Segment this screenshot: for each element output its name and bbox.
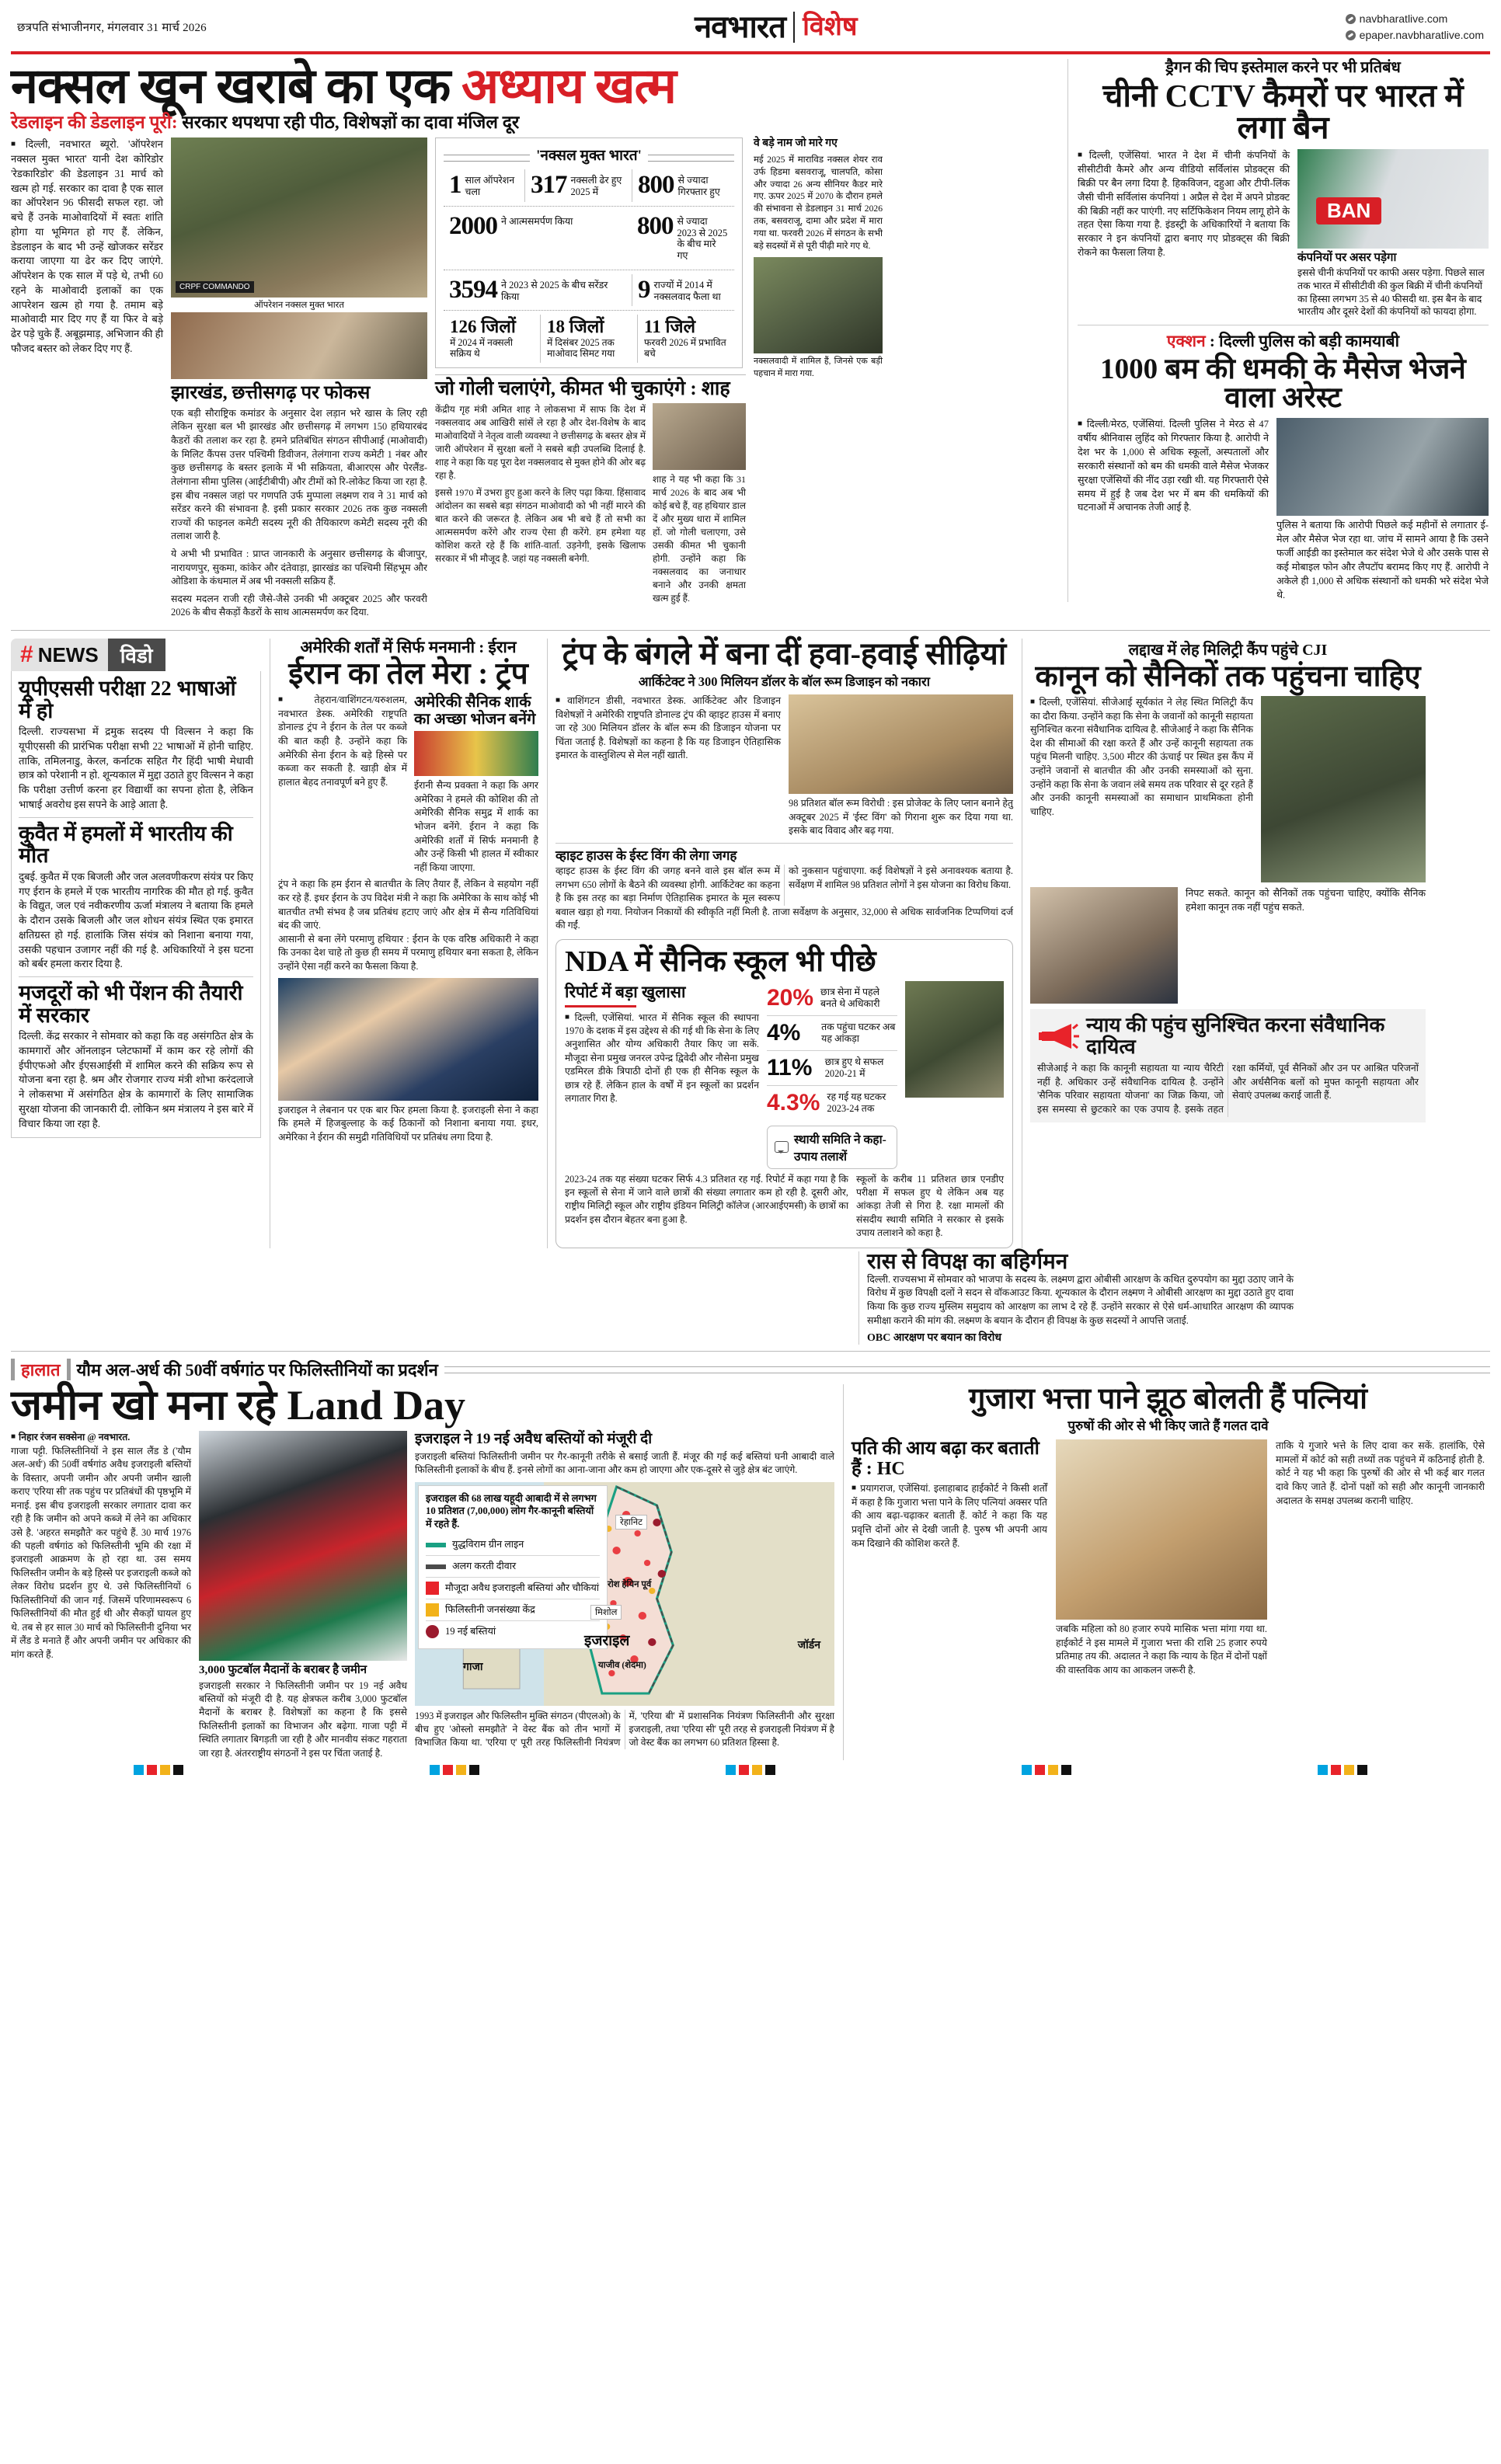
sidebar-item-3-body: दिल्ली. केंद्र सरकार ने सोमवार को कहा कि वह असंगठित क्षेत्र के कामगारों और ऑनलाइन प्लेटफार्मों में काम कर रहे लोगों की ईपीएफओ और ईएसआईसी में शामिल करने की सक्रिय रूप से योजना बना रहा है. श्रम और रोजगार राज्य मंत्री शोभा करंदलाजे ने लोकसभा में असंगठित क्षेत्र के कामगारों के लिए सामाजिक सुरक्षा योजना की जानकारी दी. लोकिन श्रम मंत्रालय ने इस बारे में विचार किया जा रहा है.	[19, 1030, 253, 1129]
edition-line: छत्रपति संभाजीनगर, मंगलवार 31 मार्च 2026	[17, 22, 207, 34]
district-text: में दिसंबर 2025 तक माओवाद सिमट गया	[547, 336, 615, 360]
nda-stat-pct: 4.3%	[767, 1089, 820, 1115]
map-legend	[418, 1485, 608, 1650]
stat-text: राज्यों में 2014 में नक्सलवाद फैला था	[653, 279, 721, 302]
cctv-headline: चीनी CCTV कैमरों पर भारत में लगा बैन	[1102, 78, 1464, 145]
legend-circle-swatch	[426, 1625, 439, 1638]
lead-headline-black: नक्सल खून खराबे का एक	[11, 59, 461, 113]
alimony-body-2: जबकि महिला को 80 हजार रुपये मासिक भत्ता मांगा गया था. हाईकोर्ट ने इस मामले में गुजारा भत्ता की राशि 25 हजार रुपये प्रतिमाह तय की. अदालत ने कहा कि न्याय के हित में दोनों पक्षों की वास्तविक आय का आकलन जरूरी है.	[1056, 1624, 1267, 1676]
shah-body-3-text: शाह ने यह भी कहा कि 31 मार्च 2026 के बाद अब भी कोई बचे हैं, वह हथियार डाल दें और मुख्य धारा में शामिल हों. जो गोली चलाएगा, उसे उसकी कीमत भी चुकानी होगी. उन्होंने कहा कि नक्सलवाद का जनाधार बनाने और उनकी क्षमता खत्म हुई हैं.	[653, 473, 746, 604]
lead-photo-block	[171, 137, 427, 624]
stat-text: ने आत्मसमर्पण किया	[501, 215, 573, 227]
statbox-row-2	[444, 211, 734, 266]
statbox-row-3	[444, 274, 734, 307]
color-dot	[1061, 1765, 1071, 1775]
tag-bar-left	[11, 1359, 15, 1380]
map-label: रेहानिट	[615, 1515, 647, 1530]
middle-section	[11, 636, 1490, 1248]
color-dot	[469, 1765, 479, 1775]
west-bank-map	[415, 1482, 834, 1706]
police-kicker	[1078, 330, 1489, 352]
landday-photo-col	[199, 1431, 407, 1760]
nda-stat-row	[767, 1016, 897, 1051]
map-label: याजीव (शेदमा)	[598, 1660, 646, 1670]
bottom-rule	[11, 1351, 1490, 1352]
color-dot	[443, 1765, 453, 1775]
iran-shark-caption: अमेरिकी सैनिक शार्क का अच्छा भोजन बनेंगे	[414, 694, 536, 729]
dot-group	[430, 1765, 479, 1775]
lead-photo-soldiers	[171, 137, 427, 298]
stat-text: नक्सली ढेर हुए 2025 में	[570, 175, 622, 198]
shah-body-1: केंद्रीय गृह मंत्री अमित शाह ने लोकसभा में साफ कि देश में नक्सलवाद अब आखिरी सांसें ले रहा है और देश-विशेष के बाद माओवादियों ने नेतृत्व वाली व्यवस्था ने छत्तीसगढ़ के बस्तर क्षेत्र में जारी ऑपरेशन में सुरक्षा बलों ने सबसे बड़ी उपलब्धि दिलाई है. शाह ने कहा कि यह पूरा देश नक्सलवाद से मुक्त होने की ओर बढ़ रहा है.	[435, 403, 646, 481]
color-dot	[1357, 1765, 1367, 1775]
section-rule	[11, 630, 1490, 631]
stat-number: 1	[449, 171, 461, 200]
sidebar-card	[11, 671, 261, 1138]
color-dot	[1331, 1765, 1341, 1775]
legend-square-swatch	[426, 1582, 439, 1595]
justice-body: सीजेआई ने कहा कि कानूनी सहायता या न्याय चैरिटी नहीं है. अधिकार उन्हें संवैधानिक दायित्व है. उन्होंने 'सैनिक परिवार सहायता योजना' का जिक्र किया, जो इस समस्या से छुटकारे का एक उपाय है. इसके तहत रक्षा कर्मियों, पूर्व सैनिकों और उन पर आश्रित परिजनों और अर्धसैनिक बलों को मुफ्त कानूनी सहायता और सेवाएं उपलब्ध कराई जाती हैं.	[1037, 1063, 1419, 1115]
sidebar-item-1-body: दिल्ली. राज्यसभा में द्रमुक सदस्य पी विल्सन ने कहा कि यूपीएससी की प्रारंभिक परीक्षा सभी 22 भाषाओं में होनी चाहिए. ताकि, तमिलनाडु, केरल, कर्नाटक सहित गैर हिंदी भाषी मेधावी छात्र को परेशानी न हो. शून्यकाल में मुद्दा उठाते हुए विल्सन ने कहा कि परीक्षा उत्तीर्ण करना हर विद्यार्थी का सपना होता है, लेकिन भाषाई अवरोध इस सपने के आड़े आता है.	[19, 726, 253, 810]
lead-kicker-rest: सरकार थपथपा रही पीठ, विशेषज्ञों का दावा मंजिल दूर	[177, 113, 520, 132]
bottom-section	[11, 1384, 1490, 1760]
logo-divider	[793, 12, 795, 43]
tab-news[interactable]	[11, 639, 108, 671]
landday-block	[11, 1384, 834, 1760]
landday-stat-body: इजराइली सरकार ने फिलिस्तीनी जमीन पर 19 नई अवैध बस्तियों को मंजूरी दी है. यह क्षेत्रफल करीब 3,000 फुटबॉल मैदानों के बराबर है. विशेषज्ञों का कहना है कि इससे फिलिस्तीनी इलाकों का विभाजन और बढ़ेगा. गाजा पट्टी में स्थिति लगातार बिगड़ती जा रही है और मानवीय संकट गहराता जा रहा है. अंतरराष्ट्रीय संगठनों ने इस पर चिंता जताई है.	[199, 1679, 407, 1759]
legend-title: इजराइल की 68 लाख यहूदी आबादी में से लगभग 10 प्रतिशत (7,00,000) लोग गैर-कानूनी बस्तियों में रहते हैं.	[426, 1492, 597, 1530]
iran-body-5: इजराइल ने लेबनान पर एक बार फिर हमला किया है. इजराइली सेना ने कहा कि हमले में हिजबुल्लाह के कई ठिकानों को निशाना बनाया गया. इधर, अमेरिका ने ईरान की समुद्री गतिविधियों पर प्रतिबंध लगा दिया है.	[278, 1104, 538, 1143]
map-label: गाजा	[463, 1661, 483, 1673]
lead-headline	[11, 59, 1058, 113]
district-cell	[444, 315, 540, 363]
nda-body-2: 2023-24 तक यह संख्या घटकर सिर्फ 4.3 प्रतिशत रह गई. रिपोर्ट में कहा गया है कि इन स्कूलों से सेना में जाने वाले छात्रों की संख्या लगातार कम हो रही है. दूसरी ओर, राष्ट्रीय मिलिट्री स्कूल और राष्ट्रीय इंडियन मिलिट्री कॉलेज (आरआईएमसी) के छात्रों का प्रदर्शन इस दौरान बेहतर बना हुआ है.	[565, 1173, 848, 1225]
white-house-caption-head: व्हाइट हाउस के ईस्ट विंग की लेगा जगह	[555, 847, 737, 863]
dot-group	[1022, 1765, 1071, 1775]
color-dot	[1318, 1765, 1328, 1775]
trump-house-body-2: 98 प्रतिशत बॉल रूम विरोधी : इस प्रोजेक्ट के लिए प्लान बनाने हेतु अक्टूबर 2025 में 'ईस्ट विंग' को गिराना शुरू कर दिया गया था. इसके बाद विवाद और बढ़ गया.	[789, 798, 1013, 837]
website-link-epaper[interactable]	[1346, 27, 1484, 44]
legend-square-swatch	[426, 1603, 439, 1617]
stat-text: ने 2023 से 2025 के बीच सरेंडर किया	[501, 279, 608, 302]
lead-dateline: ■ दिल्ली, नवभारत ब्यूरो. 'ऑपरेशन नक्सल मुक्त भारत' यानी देश कोरिडोर 'रेडकारिडोर' की डेडलाइन 31 मार्च को खत्म हो गई. सरकार का दावा है एक साल का ऑपरेशन 96 फीसदी सफल रहा. जो बचे हैं उनके माओवादियों में स्वतः शांति होगा या भूमिगत हो गए हैं. लेकिन, डेडलाइन के बाद भी उन्हें खोजकर सरेंडर कराया जाएगा या ढेर कर दिए जाएंगे. ऑपरेशन के एक साल में पड़े थे, तभी 60 रहने के माओवादी इलाकों का एक आपरेशन खत्म हो गया है. तमाम बड़े माओवादी मार दिए गए हैं या फिर वे बड़े ढेर पड़े चुके हैं. अबूझमाड़, अभिजान की ही फौजद बस्तर को लेकर दिए गए हैं.	[11, 137, 163, 356]
names-killed-caption: नक्सलवादी में शामिल हैं, जिनसे एक बड़ी पहचान में मारा गया.	[754, 357, 883, 378]
stat-number: 2000	[449, 211, 497, 240]
alimony-column	[843, 1384, 1485, 1760]
paper-logo: नवभारत	[694, 9, 786, 44]
website-links	[1346, 11, 1484, 44]
police-body-1: ■ दिल्ली/मेरठ, एजेंसियां. दिल्ली पुलिस ने मेरठ से 47 वर्षीय श्रीनिवास लुहिंद को गिरफ्तार किया है. आरोपी ने देश भर के 1,000 से अधिक स्कूलों, अस्पतालों और सरकारी संस्थानों को बम की धमकी वाले मैसेज भेजकर सुरक्षा एजेंसियों की नींद उड़ा रखी थी. यह गिरफ्तारी ऐसे समय में हुई है जब देश भर में बम की धमकियों की घटनाओं में अचानक तेजी आई है.	[1078, 418, 1269, 602]
hashtag-icon: #	[20, 642, 33, 668]
rs-subhead: OBC आरक्षण पर बयान का विरोध	[867, 1332, 1001, 1345]
sidebar-item-2-body: दुबई. कुवैत में एक बिजली और जल अलवणीकरण संयंत्र पर किए गए ईरान के हमले में एक भारतीय नागरिक की मौत हो गई. कुवैत के विद्युत, जल एवं नवीकरणीय ऊर्जा मंत्रालय ने बताया कि हमले के दौरान उसके बिजली और जल शोधन संयंत्र स्थित एक इमारत क्षतिग्रस्त हो गई. हालांकि जिस संयंत्र को निशाना बनाया गया, उसकी पहचान उजागर नहीं की गई है. अधिकारियों ने इस घटना को बर्बर हमला करार दिया है.	[19, 870, 253, 970]
iran-body-2: ईरानी सैन्य प्रवक्ता ने कहा कि अगर अमेरिका ने हमले की कोशिश की तो अमेरिकी सैनिक समुद्र में शार्क का भोजन बनेंगे. ईरान ने कहा कि अमेरिकी शर्तों में सिर्फ मनमानी है और उन्हें किसी भी हालत में स्वीकार नहीं किया जाएगा.	[414, 780, 538, 873]
cji-headline: कानून को सैनिकों तक पहुंचना चाहिए	[1035, 660, 1421, 694]
stat-cell	[444, 169, 524, 202]
sidebar-divider	[19, 817, 253, 818]
iran-headline: ईरान का तेल मेरा : ट्रंप	[288, 657, 528, 691]
rs-story	[858, 1251, 1294, 1345]
globe-icon	[1346, 30, 1356, 40]
color-dot	[765, 1765, 775, 1775]
stat-number: 800	[637, 211, 674, 240]
landday-text-col	[11, 1431, 191, 1760]
lead-body-2-text: एक बड़ी सौराष्ट्रिक कमांडर के अनुसार देश लड़ान भरे खास के लिए रही लेकिन सुरक्षा बल भी झारखंड और छत्तीसगढ़ में लगभग 150 हथियारबंद कैडरों की तलाश कर रहा है. हमने प्रतिबंधित संगठन सीपीआई (माओवादी) के मिलिट कैंपस उत्तर पश्चिमी डिवीजन, तेलंगाना राज्य कमेटी 1 नंबर और कुछ छत्तीसगढ़ के बस्तर इलाके में भी सक्रियता, बीआरएस और पेरलैंड-तेलंगाना सीमा पुलिस (आईटीबीपी) और टीमों को रि-लोकेट किया जा रहा है. इस बीच नक्सल जहां पर गणपति उर्फ मुप्पाला लक्ष्मण राव ने 31 मार्च को सरेंडर करने की संभावना है. इसी प्रकार सरकार 2026 तक कुछ नक्सली राज्यों की फाइनल कमेटी सदस्य नूरी की तैयिकारण कमेटी सदस्य नूरी की तलाश जारी है.	[171, 407, 427, 542]
nda-stat-text: छात्र हुए थे सफल 2020-21 में	[824, 1056, 884, 1079]
landday-body: गाजा पट्टी. फिलिस्तीनियों ने इस साल लैंड डे ('यौम अल-अर्ध') की 50वीं वर्षगांठ अवैध इजराइली बस्तियों के विस्तार, अपनी जमीन और अपनी जमीन खाली कराए 'एरिया सी' तक पहुंच पर प्रतिबंधों की पृष्ठभूमि में मनाई. इस बीच इजराइली सरकार लगातार दावा कर रही है कि जमीन को अपने कब्जे में लेने का अधिकार उसे है. 'अहरत समझौते' कर पहुंचे हैं. 30 मार्च 1976 की पहली वर्षगांठ को फिलिस्तीनी भूमि की रक्षा में इजराइली आक्रमण के हो रहा था. उस समय फिलिस्तीन जमीन के बड़े हिस्से पर इजराइली कब्जे को लेकर विरोध प्रदर्शन हुए थे. उसे फिलिस्तीनियों 6 फिलिस्तीनियों की जान गई. जिसमें परिणामस्वरूप 6 फिलिस्तीनियों की मौत हुई थी और सैकड़ों घायल हुए थे. तब से हर साल 30 मार्च को फिलिस्तीनी दुनिया भर में लैंड डे मनाते हैं और अपनी जमीन पर अधिकार की मांग करते हैं.	[11, 1445, 191, 1660]
alimony-body-1: ■ प्रयागराज, एजेंसियां. इलाहाबाद हाईकोर्ट ने किसी शर्तों में कहा है कि गुजारा भत्ता पाने के लिए पत्नियां अक्सर पति की आय बढ़ा-चढ़ाकर बताती हैं. कोर्ट ने कहा कि यह प्रवृत्ति दोनों ओर से देखी जाती है. पुरुष भी अपनी आय कम दिखाने की कोशिश करते हैं.	[851, 1482, 1047, 1550]
landday-bottom-text: 1993 में इजराइल और फिलिस्तीन मुक्ति संगठन (पीएलओ) के बीच हुए 'ओस्लो समझौते' ने वेस्ट बैंक को तीन भागों में विभाजित किया था. 'एरिया ए' पूरी तरह फिलिस्तीनी नियंत्रण में, 'एरिया बी' में प्रशासनिक नियंत्रण फिलिस्तीनी और सुरक्षा इजराइली, तथा 'एरिया सी' पूरी तरह से इजराइली नियंत्रण में है जो वेस्ट बैंक का लगभग 60 प्रतिशत हिस्सा है.	[415, 1710, 834, 1749]
legend-label: फिलिस्तीनी जनसंख्या केंद्र	[445, 1604, 535, 1616]
speech-bubble-icon	[775, 1141, 789, 1153]
police-kicker-rest: : दिल्ली पुलिस को बड़ी कामयाबी	[1205, 332, 1400, 351]
alimony-headline: गुजारा भत्ता पाने झूठ बोलती हैं पत्नियां	[968, 1383, 1367, 1416]
naxal-free-india-statbox	[435, 137, 743, 368]
shah-story	[435, 374, 746, 609]
trump-house-headline: ट्रंप के बंगले में बना दीं हवा-हवाई सीढ़ियां	[562, 636, 1007, 672]
alimony-subhead: पुरुषों की ओर से भी किए जाते हैं गलत दावे	[1067, 1418, 1269, 1434]
sidebar-divider	[19, 976, 253, 977]
map-label: रोश हेयिन पूर्व	[608, 1579, 652, 1589]
nda-stat-row	[767, 1086, 897, 1120]
lead-dateline-paragraph	[11, 137, 163, 356]
dot-group	[726, 1765, 775, 1775]
sidebar-item-3-headline: मजदूरों को भी पेंशन की तैयारी में सरकार	[19, 981, 243, 1027]
site-url-main: navbharatlive.com	[1359, 12, 1448, 25]
color-dot	[1035, 1765, 1045, 1775]
stat-divider	[444, 206, 734, 207]
cji-quote: निपट सकते. कानून को सैनिकों तक पहुंचना चाहिए, क्योंकि सैनिक हमेशा कानून तक नहीं पहुंच सकते.	[1186, 888, 1426, 913]
trump-house-note: बवाल खड़ा हो गया. नियोजन निकायों की स्वीकृति नहीं मिली है. ताजा सर्वेक्षण के अनुसार, 32,000 से अधिक सार्वजनिक टिप्पणियां दर्ज की गईं.	[555, 906, 1013, 931]
map-label: जॉर्डन	[797, 1639, 820, 1651]
nda-box	[555, 939, 1013, 1248]
statbox-title: 'नक्सल मुक्त भारत'	[444, 144, 734, 165]
stat-number: 800	[638, 171, 674, 200]
shah-headline: जो गोली चलाएंगे, कीमत भी चुकाएंगे : शाह	[435, 374, 746, 400]
cctv-subbody: इससे चीनी कंपनियों पर काफी असर पड़ेगा. पिछले साल तक भारत में सीसीटीवी की कुल बिक्री में चीनी कंपनियों का हिस्सा लगभग 35 से 40 फीसदी था. इस बैन के बाद भारतीय और दूसरे देशों की कंपनियों को फायदा होगा.	[1297, 267, 1485, 318]
lead-subheadline: झारखंड, छत्तीसगढ़ पर फोकस	[171, 383, 371, 404]
naxal-cadre-photo	[754, 257, 883, 353]
stat-number: 3594	[449, 275, 497, 304]
color-dot	[134, 1765, 144, 1775]
right-column	[1067, 59, 1489, 624]
map-label: इजराइल	[584, 1632, 630, 1649]
white-house-caption-body: व्हाइट हाउस के ईस्ट विंग की जगह बनने वाले इस बॉल रूम में लगभग 650 लोगों के बैठने की व्यवस्था होगी. आर्किटेक्ट का कहना है कि इस तरह का बड़ा निर्माण ऐतिहासिक इमारत के मूल स्वरूप को नुकसान पहुंचाएगा. कई विशेषज्ञों ने इसे अनावश्यक बताया है. सर्वेक्षण में शामिल 98 प्रतिशत लोगों ने इस योजना का विरोध किया.	[555, 865, 1013, 904]
nda-stat-text: तक पहुंचा घटकर अब यह आंकड़ा	[821, 1021, 896, 1044]
district-cell	[637, 315, 734, 363]
trump-house-column	[547, 636, 1013, 1248]
lead-story-column	[11, 59, 1058, 624]
tab-news-label: NEWS	[37, 642, 99, 666]
iran-story	[270, 639, 538, 1248]
trump-photo	[278, 978, 538, 1101]
stat-number: 9	[638, 275, 650, 304]
dot-group	[134, 1765, 183, 1775]
stat-divider	[444, 310, 734, 311]
alimony-body-3: ताकि ये गुजारे भत्ते के लिए दावा कर सकें. हालांकि, ऐसे मामलों में कोर्ट को सही तथ्यों तक पहुंचने में कठिनाई होती है. कोर्ट ने यह भी कहा कि पुरुषों की ओर से भी कई बार गलत दावे किए जाते हैं. दोनों पक्षों को सही और कानूनी जानकारी अदालत के समक्ष उपलब्ध करानी चाहिए.	[1276, 1440, 1485, 1506]
tab-video[interactable]: विडो	[108, 639, 165, 671]
iran-body-1: ■ तेहरान/वाशिंगटन/यरुशलम, नवभारत डेस्क. अमेरिकी राष्ट्रपति डोनाल्ड ट्रंप ने ईरान के तेल पर कब्जे की बात कही है. उन्होंने कहा कि अमेरिकी सेना ईरान के बड़े हिस्से पर कब्जा कर सकती है. खाड़ी क्षेत्र में हालात बेहद तनावपूर्ण बने हुए हैं.	[278, 694, 407, 875]
alimony-left	[851, 1439, 1047, 1677]
lead-photo-leaders	[171, 312, 427, 379]
nda-stats	[767, 981, 897, 1169]
dot-group	[1318, 1765, 1367, 1775]
iran-flag-icon	[414, 731, 538, 776]
district-text: फरवरी 2026 में प्रभावित बचे	[644, 336, 726, 360]
photo-badge-crpf: CRPF COMMANDO	[176, 281, 254, 293]
legend-row	[426, 1556, 600, 1578]
district-number: 11 जिले	[644, 317, 696, 337]
shah-photo	[653, 403, 746, 470]
names-killed-heading: वे बड़े नाम जो मारे गए	[754, 137, 838, 150]
legend-row	[426, 1621, 600, 1642]
tag-rule-lines	[444, 1366, 1490, 1373]
color-dot	[726, 1765, 736, 1775]
color-dot	[1022, 1765, 1032, 1775]
district-cell	[540, 315, 637, 363]
nda-accent-rule	[565, 1005, 636, 1008]
police-kicker-red: एक्शन	[1166, 332, 1206, 351]
masthead-red-rule	[11, 51, 1490, 54]
landday-map-col	[415, 1431, 834, 1760]
cji-kicker: लद्दाख में लेह मिलिट्री कैंप पहुंचे CJI	[1128, 642, 1328, 660]
police-body-2: पुलिस ने बताया कि आरोपी पिछले कई महीनों से लगातार ई-मेल और मैसेज भेज रहा था. जांच में सामने आया है कि उसने फर्जी आईडी का इस्तेमाल कर संदेश भेजे थे और उसके पास से कई मोबाइल फोन और लैपटॉप बरामद किए गए हैं. आरोपी ने अकेले ही 1,000 से अधिक संस्थानों को धमकी भरे संदेश भेजे थे.	[1276, 520, 1489, 600]
iran-body-4: आसानी से बना लेंगे परमाणु हथियार : ईरान के एक वरिष्ठ अधिकारी ने कहा कि उनका देश चाहे तो कुछ ही समय में परमाणु हथियार बना सकता है, लेकिन उन्होंने ऐसा नहीं करने का फैसला किया है.	[278, 933, 538, 973]
shah-body	[435, 403, 646, 609]
registration-dots	[11, 1760, 1490, 1777]
color-dot	[456, 1765, 466, 1775]
legend-row	[426, 1599, 600, 1621]
news-video-sidebar	[11, 639, 261, 1248]
names-killed-column	[754, 137, 883, 624]
cji-body: ■ दिल्ली, एजेंसियां. सीजेआई सूर्यकांत ने लेह स्थित मिलिट्री कैंप का दौरा किया. उन्होंने कहा कि सेना के जवानों को कानूनी सहायता सुनिश्चित करना संवैधानिक दायित्व है. सीजेआई ने कहा कि सैनिक देश की सीमाओं की रक्षा करते हैं और उन्हें कानूनी सहायता तक पहुंच मिलनी चाहिए. 3,500 मीटर की ऊंचाई पर स्थित इस कैंप में उन्होंने जवानों से बातचीत की और उनकी समस्याओं को सुना. उन्होंने कहा कि सेना के जवान लंबे समय तक परिवार से दूर रहते हैं और उनकी कानूनी समस्याओं का समाधान प्राथमिकता होनी चाहिए.	[1030, 696, 1253, 882]
district-number: 18 जिलों	[547, 317, 604, 337]
megaphone-icon	[1037, 1021, 1079, 1052]
stat-cell	[444, 274, 632, 307]
landday-right-head: इजराइल ने 19 नई अवैध बस्तियों को मंजूरी दी	[415, 1431, 653, 1448]
nda-body-1: ■ दिल्ली, एजेंसियां. भारत में सैनिक स्कूल की स्थापना 1970 के दशक में इस उद्देश्य से की गई थी कि सेना के लिए अनुशासित और योग्य अधिकारी तैयार किए जा सकें. मौजूदा सेना प्रमुख जनरल उपेन्द्र द्विवेदी और नौसेना प्रमुख एडमिरल डीके त्रिपाठी दोनों ही एक ही सैनिक स्कूल के छात्र रहे हैं. लेकिन हाल के वर्षों में इन स्कूलों का प्रदर्शन लगातार गिरा है.	[565, 1011, 759, 1106]
lead-body-2	[171, 407, 427, 620]
lead-kicker	[11, 113, 1058, 133]
justice-box	[1030, 1009, 1426, 1122]
rs-body: दिल्ली. राज्यसभा में सोमवार को भाजपा के सदस्य के. लक्ष्मण द्वारा ओबीसी आरक्षण के कथित दुरुपयोग का मुद्दा उठाए जाने के विरोध में कुछ विपक्षी दलों ने सदन से वॉकआउट किया. शून्यकाल के दौरान लक्ष्मण ने ओबीसी आरक्षण का मुद्दा उठाते हुए दावा किया कि कुछ राज्य मुस्लिम समुदाय को आरक्षण का लाभ दे रहे हैं. उन्होंने सरकार से ऐसे धर्म-आधारित आरक्षण की व्यापक समीक्षा कराने की मांग की. लक्ष्मण के बयान के दौरान ही विपक्ष के कुछ सदस्यों ने आपत्ति जताई.	[867, 1273, 1294, 1326]
nda-headline: NDA में सैनिक स्कूल भी पीछे	[565, 945, 876, 978]
nda-subhead: रिपोर्ट में बड़ा खुलासा	[565, 982, 686, 1001]
color-dot	[739, 1765, 749, 1775]
landday-tag-row	[11, 1358, 1490, 1381]
color-dot	[173, 1765, 183, 1775]
legend-line-swatch	[426, 1543, 446, 1547]
lead-body-3-text: ये अभी भी प्रभावित : प्राप्त जानकारी के अनुसार छत्तीसगढ़ के बीजापुर, नारायणपुर, सुकमा, कांकेर और दंतेवाड़ा, झारखंड का पश्चिमी सिंहभूम और ओडिशा के कंधमाल में अब भी नक्सली सक्रिय हैं.	[171, 548, 427, 587]
section-label: विशेष	[803, 12, 858, 41]
district-number: 126 जिलों	[450, 317, 516, 337]
stat-cell	[524, 169, 632, 202]
divider	[555, 843, 1013, 844]
nda-stat-row	[767, 981, 897, 1016]
legend-row	[426, 1534, 600, 1556]
lead-headline-red: अध्याय खत्म	[461, 59, 676, 113]
nda-stat-row	[767, 1051, 897, 1086]
high-court-photo	[1056, 1439, 1267, 1620]
stat-cell	[632, 274, 734, 307]
sidebar-item-2-headline: कुवैत में हमलों में भारतीय की मौत	[19, 821, 233, 868]
lead-photo-caption: ऑपरेशन नक्सल मुक्त भारत	[254, 301, 344, 311]
legend-label: 19 नई बस्तियां	[445, 1626, 496, 1637]
color-dot	[752, 1765, 762, 1775]
statbox-districts-row	[444, 315, 734, 363]
cji-column	[1022, 639, 1426, 1248]
map-label: मिशोल	[590, 1605, 622, 1620]
stat-text: साल ऑपरेशन चला	[465, 175, 515, 198]
landday-tag-rest: यौम अल-अर्ध की 50वीं वर्षगांठ पर फिलिस्तीनियों का प्रदर्शन	[76, 1360, 438, 1380]
rs-headline: रास से विपक्ष का बहिर्गमन	[867, 1249, 1068, 1274]
masthead-logo-group	[694, 9, 858, 44]
color-dot	[1344, 1765, 1354, 1775]
cji-portrait-photo	[1030, 887, 1178, 1004]
nda-pill-text: स्थायी समिति ने कहा- उपाय तलाशें	[794, 1133, 886, 1164]
color-dot	[1048, 1765, 1058, 1775]
stat-cell	[632, 211, 734, 266]
ballroom-render-photo	[789, 694, 1013, 794]
stat-cell	[444, 211, 632, 242]
cctv-body: ■ दिल्ली, एजेंसियां. भारत ने देश में चीनी कंपनियों के सीसीटीवी कैमरे और अन्य वीडियो सर्विलांस प्रोडक्ट्स की बिक्री पर बैन लगा दिया है. हिकविजन, दहुआ और टीपी-लिंक जैसी चीनी सर्विलांस कंपनियां 1 अप्रैल से देश में अपने प्रोडक्ट की बिक्री नहीं कर पाएंगी. नए सर्टिफिकेशन नियम लागू होने के तहत ऐसा किया गया है. इंडस्ट्री के अधिकारियों ने बताया कि सरकार ने इन कंपनियों द्वारा बनाए गए प्रोडक्ट्स की बिक्री रोकने का फैसला लिया है.	[1078, 149, 1290, 318]
nda-cadets-photo	[905, 981, 1004, 1098]
stat-text: से ज्यादा गिरफ्तार हुए	[677, 175, 720, 198]
shah-body-3	[653, 473, 746, 605]
lead-text-column	[11, 137, 163, 624]
nda-stat-pct: 20%	[767, 984, 814, 1011]
police-headline: 1000 बम की धमकी के मैसेज भेजने वाला अरेस्ट	[1100, 353, 1466, 415]
legend-line-swatch	[426, 1564, 446, 1569]
cji-military-camp-photo	[1261, 696, 1426, 882]
nda-stat-text: छात्र सेना में पहले बनते थे अधिकारी	[820, 986, 880, 1009]
shah-body-2: इससे 1970 में उभरा हुए हुआ करने के लिए पढ़ा किया. हिंसावाद आंदोलन का सबसे बड़ा संगठन माओवादी को भी नहीं मारने की बात करने की जरूरत है. लेकिन अब भी बचे हैं तो सभी का आत्मसमर्पण करेंगे और राज्य ऐसा ही करेंगे. हम हमेशा यह कोशिश करते रहे हैं कि शांति-वार्ता. उड़नेगी, इसके खिलाफ सरकार में भी मौजूद है. जहां यह नक्सली बनेगी.	[435, 487, 646, 565]
sidebar-item-1-headline: यूपीएससी परीक्षा 22 भाषाओं में हो	[19, 677, 236, 722]
landday-byline: ■ निहार रंजन सक्सेना @ नवभारत.	[11, 1431, 191, 1444]
nda-committee-pill	[767, 1126, 897, 1169]
legend-label: मौजूदा अवैध इजराइली बस्तियां और चौकियां	[445, 1582, 600, 1594]
nda-side-note: स्कूलों के करीब 11 प्रतिशत छात्र एनडीए परीक्षा में सफल हुए थे लेकिन अब यह आंकड़ा तेजी से गिरा है. रक्षा मामलों की संसदीय स्थायी समिति ने सरकार से इसके उपाय तलाशने को कहा है.	[856, 1173, 1004, 1239]
globe-icon	[1346, 14, 1356, 24]
cctv-kicker: ड्रैगन की चिप इस्तेमाल करने पर भी प्रतिबंध	[1165, 59, 1401, 76]
nda-stat-pct: 11%	[767, 1054, 813, 1081]
lead-kicker-red: रेडलाइन की डेडलाइन पूरी:	[11, 113, 178, 132]
tag-bar-right	[67, 1359, 71, 1380]
nda-stat-text: रह गई यह घटकर 2023-24 तक	[827, 1091, 886, 1114]
iran-kicker: अमेरिकी शर्तों में सिर्फ मनमानी : ईरान	[300, 638, 517, 657]
stat-column	[435, 137, 746, 624]
news-video-tabs	[11, 639, 261, 671]
landday-right-body: इजराइली बस्तियां फिलिस्तीनी जमीन पर गैर-कानूनी तरीके से बसाई जाती हैं. मंजूर की गई कई बस्तियां घनी आबादी वाले फिलिस्तीनी इलाकों के बीच हैं. इनसे लोगों का आना-जाना और कम हो जाएगा और एक-दूसरे से जुड़े क्षेत्र बंट जाएंगे.	[415, 1450, 834, 1476]
legend-row	[426, 1578, 600, 1599]
ban-badge: BAN	[1316, 197, 1381, 224]
justice-headline: न्याय की पहुंच सुनिश्चित करना संवैधानिक दायित्व	[1086, 1014, 1385, 1059]
protest-photo	[199, 1431, 407, 1661]
legend-label: युद्धविराम ग्रीन लाइन	[452, 1539, 524, 1550]
names-killed-text: मई 2025 में माराविड नक्सल शेयर राव उर्फ हिडमा बसवराजू, चालपति, कोसा और ज्यादा 26 अन्य सीनियर कैडर मारे गए. ऊपर 2025 में 2070 के दौरान हमले की संभावना से डेडलाइन 31 मार्च 2026 तक, बसवराजू, दामा और प्रदेश में मारा गया था. फरवरी 2026 में संगठन के सभी बड़े सदस्यों में से पूरी पीढ़ी मारे गए थे.	[754, 154, 883, 252]
stat-number: 317	[531, 171, 567, 200]
cctv-camera-photo	[1297, 149, 1489, 249]
alimony-kicker: पति की आय बढ़ा कर बताती हैं : HC	[851, 1439, 1040, 1479]
cctv-subhead: कंपनियों पर असर पड़ेगा	[1297, 252, 1397, 264]
legend-label: अलग करती दीवार	[452, 1561, 517, 1572]
website-link-main[interactable]	[1346, 11, 1484, 27]
police-bomb-squad-photo	[1276, 418, 1489, 516]
nda-stat-pct: 4%	[767, 1019, 801, 1046]
color-dot	[147, 1765, 157, 1775]
lead-grid	[11, 137, 1058, 624]
rs-story-row	[11, 1251, 1490, 1345]
site-url-epaper: epaper.navbharatlive.com	[1359, 29, 1484, 41]
trump-house-body-1: ■ वाशिंगटन डीसी, नवभारत डेस्क. आर्किटेक्ट और डिजाइन विशेषज्ञों ने अमेरिकी राष्ट्रपति डोनाल्ड ट्रंप की व्हाइट हाउस में बनाए जा रहे 300 मिलियन डॉलर के बॉल रूम की डिजाइन योजना पर चिंता जताई है. विशेषज्ञों का कहना है कि यह डिजाइन ऐतिहासिक इमारत के वास्तुशिल्प से मेल नहीं खाती.	[555, 694, 781, 838]
color-dot	[160, 1765, 170, 1775]
lead-body-4-text: सदस्य मदलन राजी रही जैसे-जैसे उनकी भी अक्टूबर 2025 और फरवरी 2026 के बीच सैकड़ों कैडरों के साथ आत्मसमर्पण कर दिया.	[171, 593, 427, 618]
statbox-row-1	[444, 169, 734, 202]
landday-tag: हालात	[21, 1360, 61, 1380]
top-section	[11, 59, 1490, 624]
iran-body-3: ट्रंप ने कहा कि हम ईरान से बातचीत के लिए तैयार हैं, लेकिन वे सहयोग नहीं कर रहे हैं. इधर ईरान के उप विदेश मंत्री ने कहा कि अमेरिका के साथ कोई भी बातचीत तभी संभव है जब प्रतिबंध हटाए जाएं और क्षेत्र में सैन्य गतिविधियां बंद की जाएं.	[278, 879, 538, 931]
trump-house-subhead: आर्किटेक्ट ने 300 मिलियन डॉलर के बॉल रूम डिजाइन को नकारा	[638, 674, 931, 690]
stat-text: से ज्यादा 2023 से 2025 के बीच मारे गए	[677, 215, 728, 262]
landday-stat-caption: 3,000 फुटबॉल मैदानों के बराबर है जमीन	[199, 1664, 367, 1677]
stat-cell	[632, 169, 734, 202]
landday-headline: जमीन खो मना रहे Land Day	[11, 1382, 466, 1429]
color-dot	[430, 1765, 440, 1775]
district-text: में 2024 में नक्सली सक्रिय थे	[450, 336, 514, 360]
masthead	[11, 0, 1490, 50]
